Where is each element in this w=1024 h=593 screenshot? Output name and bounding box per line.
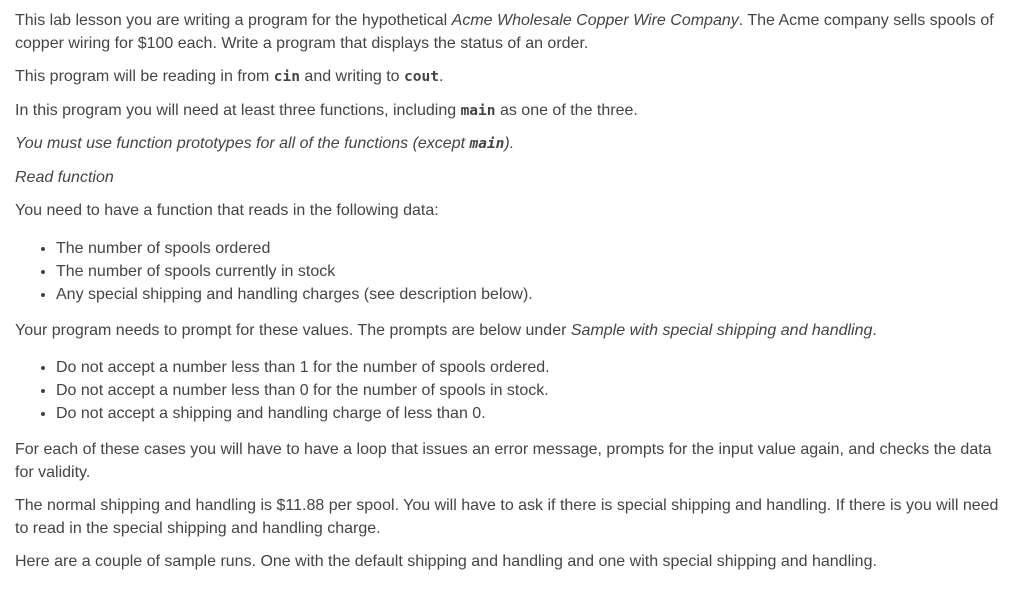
- read-function-heading-text: Read function: [15, 168, 114, 186]
- cin-code: cin: [273, 69, 300, 85]
- read-data-paragraph: You need to have a function that reads in the following data:: [15, 202, 439, 219]
- io-text-start: This program will be reading in from: [15, 68, 274, 85]
- prompt-paragraph: [15, 320, 1014, 343]
- intro-text-end: . The Acme company sells spools of copper wiring for $100 each. Write a program that displays the status of an order.: [15, 12, 994, 52]
- functions-text-end: as one of the three.: [495, 101, 638, 119]
- list-item: • Do not accept a number less than 1 for the number of spools ordered.: [56, 356, 1014, 379]
- sample-reference: Sample with special shipping and handling: [570, 321, 873, 339]
- prototypes-text-start: You must use function prototypes for all of the functions (except: [15, 135, 470, 152]
- list-item: • Do not accept a shipping and handling charge of less than 0.: [56, 402, 1014, 425]
- read-function-heading: [15, 167, 1014, 190]
- list-item: • Do not accept a number less than 0 for the number of spools in stock.: [56, 379, 1014, 402]
- prototypes-paragraph: [15, 133, 1014, 156]
- prototypes-text-end: ).: [504, 135, 515, 152]
- sample-runs-paragraph: Here are a couple of sample runs. One with the default shipping and handling and one with special shipping and handling.: [15, 553, 877, 570]
- loop-paragraph: For each of these cases you will have to have a loop that issues an error message, prompts for the input value again, and checks the data for validity.: [15, 441, 992, 481]
- list-item: • The number of spools currently in stock: [56, 260, 1014, 283]
- main-code: main: [460, 102, 496, 119]
- prompt-text-end: .: [872, 321, 877, 339]
- list-item: • Any special shipping and handling charges (see description below).: [56, 283, 1014, 306]
- intro-paragraph: [15, 10, 1014, 55]
- io-text-end: .: [438, 68, 444, 85]
- io-text-middle: and writing to: [299, 68, 405, 85]
- cout-code: cout: [404, 69, 439, 85]
- data-list: [15, 237, 1014, 306]
- list-item: • The number of spools ordered: [56, 237, 1014, 260]
- validation-list: [15, 356, 1014, 425]
- functions-text-start: In this program you will need at least three functions, including: [15, 101, 461, 119]
- io-paragraph: [15, 66, 1014, 89]
- main-code-prototypes: main: [469, 136, 505, 152]
- shipping-paragraph: The normal shipping and handling is $11.88 per spool. You will have to ask if there is special shipping and handling. If there is you will need to read in the special shipping and handling charge.: [15, 497, 999, 537]
- company-name: Acme Wholesale Copper Wire Company: [451, 12, 739, 29]
- prompt-text-start: Your program needs to prompt for these values. The prompts are below under: [15, 321, 571, 339]
- functions-paragraph: [15, 100, 1014, 123]
- intro-text-start: This lab lesson you are writing a program for the hypothetical: [15, 12, 452, 29]
